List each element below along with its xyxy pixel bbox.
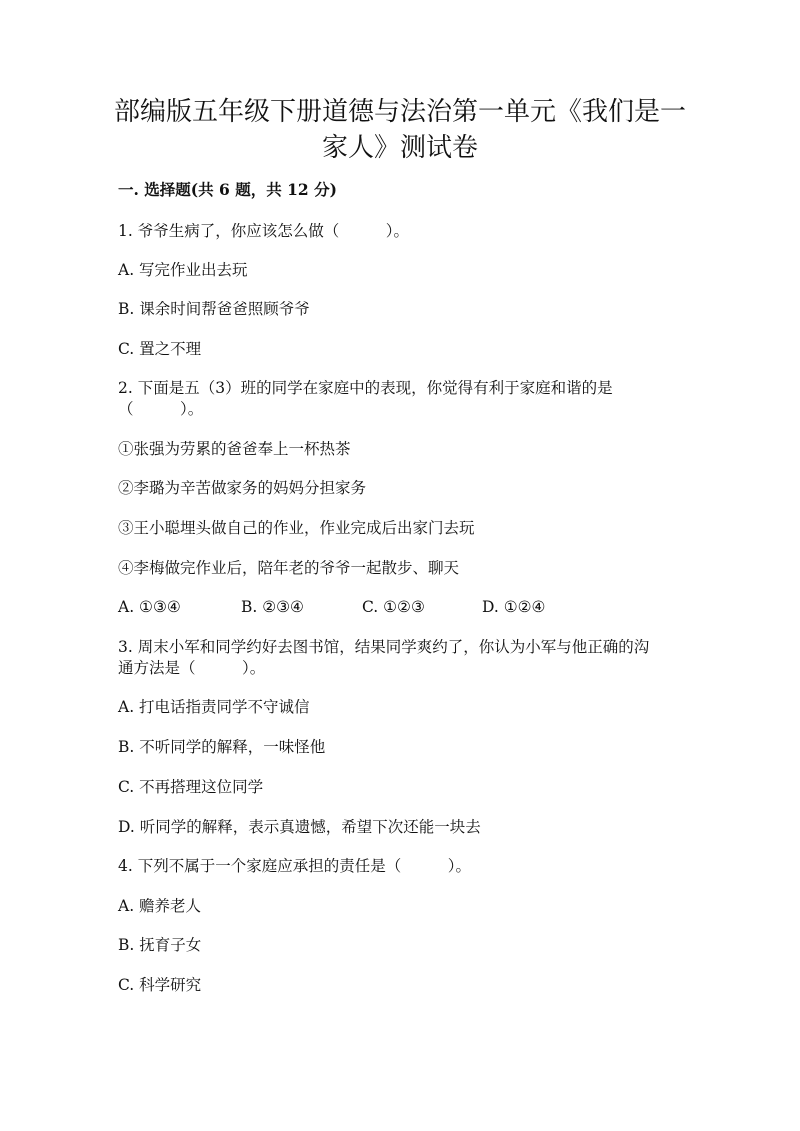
question-2-option-b: B. ②③④	[241, 598, 304, 616]
title-line-1: 部编版五年级下册道德与法治第一单元《我们是一	[113, 97, 686, 127]
question-1-stem: 1. 爷爷生病了，你应该怎么做（ ）。	[118, 222, 409, 240]
section-heading: 一. 选择题(共 6 题，共 12 分)	[118, 180, 337, 199]
question-3-option-a: A. 打电话指责同学不守诚信	[118, 698, 310, 716]
question-3-stem-line-2: 通方法是（ ）。	[118, 659, 266, 677]
question-2-statement-1: ①张强为劳累的爸爸奉上一杯热茶	[118, 440, 351, 458]
question-3-option-b: B. 不听同学的解释，一味怪他	[118, 738, 326, 756]
page-title	[100, 94, 700, 166]
question-2-stem-line-1: 2. 下面是五（3）班的同学在家庭中的表现，你觉得有利于家庭和谐的是	[118, 379, 613, 397]
question-2-option-a: A. ①③④	[118, 598, 181, 616]
question-2-option-d: D. ①②④	[482, 598, 546, 616]
question-1-option-a: A. 写完作业出去玩	[118, 261, 248, 279]
question-3-stem-line-1: 3. 周末小军和同学约好去图书馆，结果同学爽约了，你认为小军与他正确的沟	[118, 638, 650, 656]
question-1-option-c: C. 置之不理	[118, 340, 202, 358]
question-2-statement-2: ②李璐为辛苦做家务的妈妈分担家务	[118, 479, 367, 497]
question-2-option-c: C. ①②③	[362, 598, 425, 616]
question-2-statement-3: ③王小聪埋头做自己的作业，作业完成后出家门去玩	[118, 519, 475, 537]
question-2-stem-line-2: （ ）。	[118, 400, 204, 418]
question-1-option-b: B. 课余时间帮爸爸照顾爷爷	[118, 300, 310, 318]
question-4-option-a: A. 赡养老人	[118, 897, 202, 915]
question-4-option-c: C. 科学研究	[118, 976, 202, 994]
question-4-option-b: B. 抚育子女	[118, 936, 202, 954]
question-3-option-c: C. 不再搭理这位同学	[118, 778, 264, 796]
question-4-stem: 4. 下列不属于一个家庭应承担的责任是（ ）。	[118, 857, 471, 875]
title-line-2: 家人》测试卷	[321, 133, 478, 163]
question-2-statement-4: ④李梅做完作业后，陪年老的爷爷一起散步、聊天	[118, 559, 460, 577]
question-3-option-d: D. 听同学的解释，表示真遗憾，希望下次还能一块去	[118, 818, 481, 836]
